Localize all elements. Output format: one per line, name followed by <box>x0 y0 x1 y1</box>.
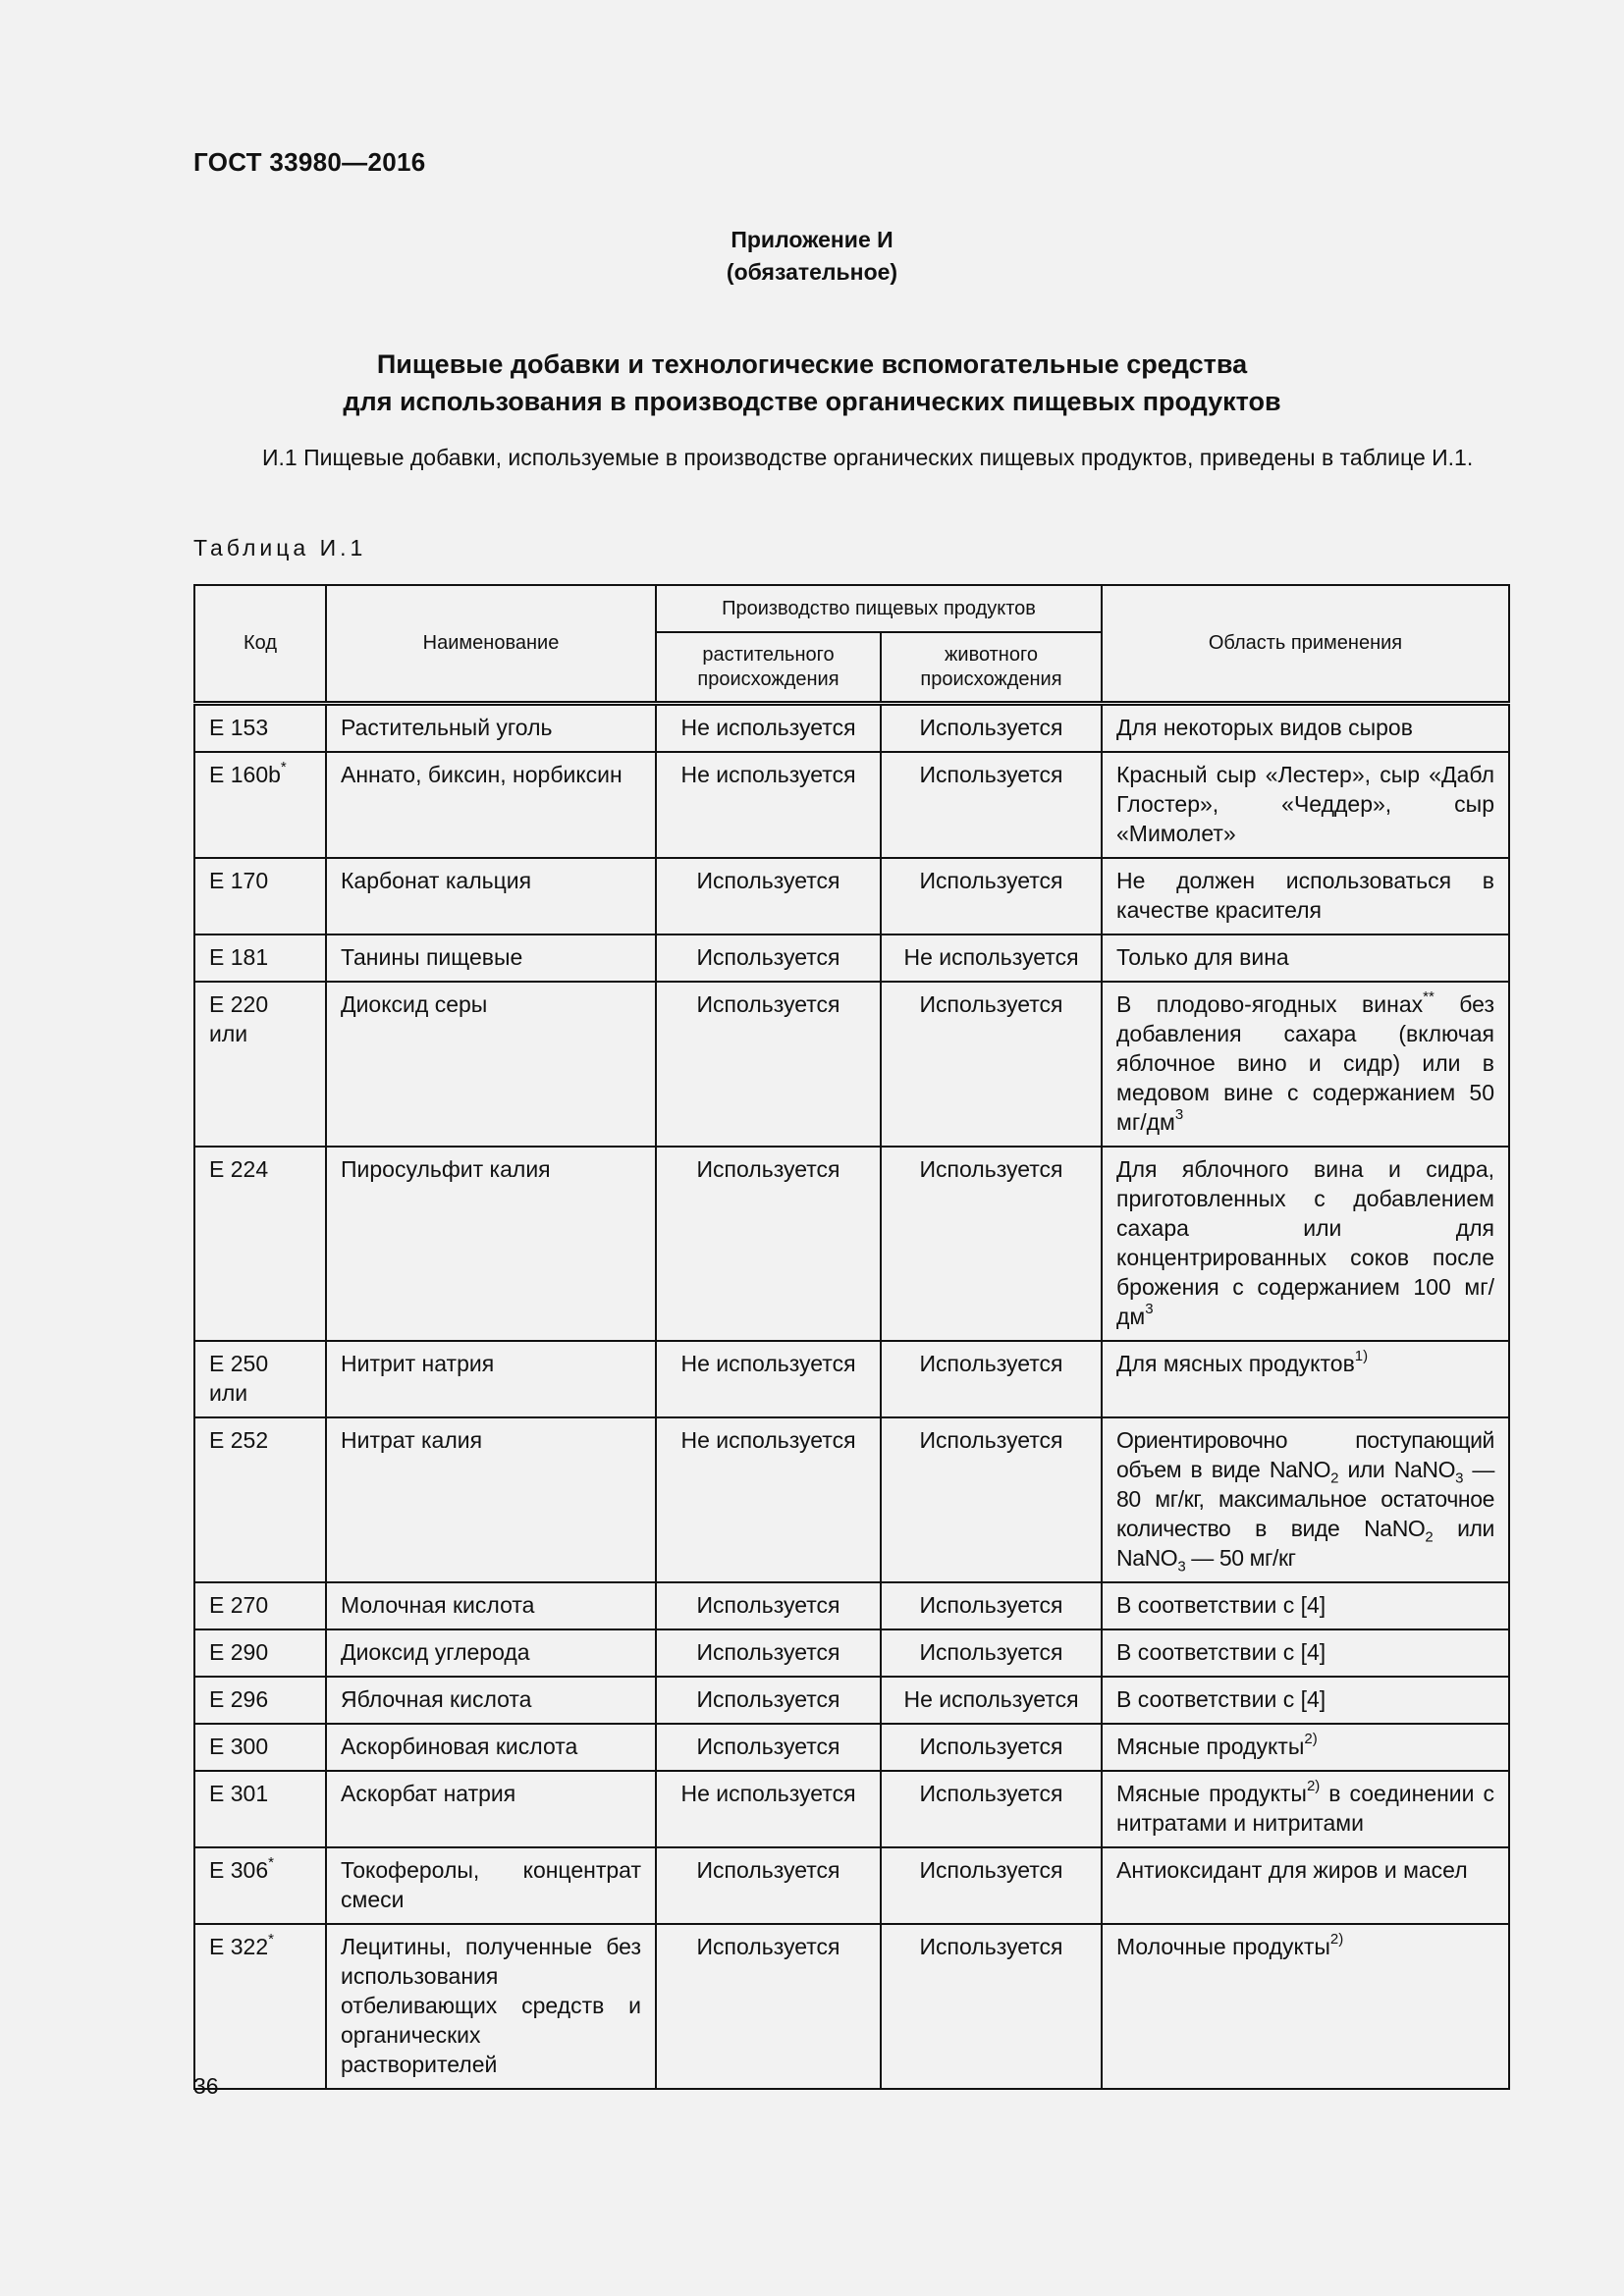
table-row <box>194 1582 1509 1629</box>
cell-name: Аскорбиновая кислота <box>326 1724 656 1771</box>
annex-title-line-1: Пищевые добавки и технологические вспомогательные средства <box>376 349 1248 379</box>
cell-name: Токоферолы, концентрат смеси <box>326 1847 656 1924</box>
cell-code: Е 270 <box>194 1582 326 1629</box>
table-row <box>194 1629 1509 1677</box>
cell-name: Аскорбат натрия <box>326 1771 656 1847</box>
cell-code: Е 306* <box>194 1847 326 1924</box>
cell-area: Красный сыр «Лестер», сыр «Дабл Глостер», «Чеддер», сыр «Мимолет» <box>1102 752 1509 858</box>
annex-label: Приложение И <box>731 227 893 252</box>
cell-code: Е 160b* <box>194 752 326 858</box>
table-row <box>194 1771 1509 1847</box>
header-code: Код <box>194 585 326 704</box>
cell-area: Только для вина <box>1102 934 1509 982</box>
cell-name: Нитрат калия <box>326 1417 656 1582</box>
table-caption: Таблица И.1 <box>193 535 367 561</box>
table-row <box>194 1147 1509 1341</box>
cell-area: Мясные продукты$^{2)}$ в соединении с нитратами и нитритами <box>1102 1771 1509 1847</box>
cell-plant: Используется <box>656 1847 881 1924</box>
table-row <box>194 934 1509 982</box>
cell-name: Аннато, биксин, норбиксин <box>326 752 656 858</box>
cell-plant: Используется <box>656 1147 881 1341</box>
cell-code: Е 322* <box>194 1924 326 2089</box>
cell-plant: Не используется <box>656 1771 881 1847</box>
cell-plant: Не используется <box>656 752 881 858</box>
cell-animal: Используется <box>881 858 1102 934</box>
cell-area: Для мясных продуктов$^{1)}$ <box>1102 1341 1509 1417</box>
cell-code: Е 224 <box>194 1147 326 1341</box>
annex-title-line-2: для использования в производстве органических пищевых продуктов <box>343 387 1281 416</box>
cell-code: Е 170 <box>194 858 326 934</box>
cell-code: Е 290 <box>194 1629 326 1677</box>
table-row <box>194 1924 1509 2089</box>
cell-animal: Используется <box>881 1341 1102 1417</box>
cell-area: Мясные продукты$^{2)}$ <box>1102 1724 1509 1771</box>
cell-animal: Используется <box>881 1847 1102 1924</box>
cell-plant: Используется <box>656 1629 881 1677</box>
cell-plant: Не используется <box>656 1341 881 1417</box>
cell-area: Молочные продукты$^{2)}$ <box>1102 1924 1509 2089</box>
cell-code: Е 300 <box>194 1724 326 1771</box>
cell-animal: Не используется <box>881 1677 1102 1724</box>
additives-table <box>193 584 1510 2090</box>
cell-name: Яблочная кислота <box>326 1677 656 1724</box>
cell-plant: Используется <box>656 982 881 1147</box>
header-name: Наименование <box>326 585 656 704</box>
cell-animal: Не используется <box>881 934 1102 982</box>
header-animal: животного происхождения <box>881 632 1102 704</box>
cell-area: Для некоторых видов сыров <box>1102 704 1509 753</box>
cell-animal: Используется <box>881 1147 1102 1341</box>
cell-code: Е 252 <box>194 1417 326 1582</box>
page-number: 36 <box>193 2073 219 2099</box>
table-row <box>194 752 1509 858</box>
table-row <box>194 1724 1509 1771</box>
cell-area: Антиоксидант для жиров и масел <box>1102 1847 1509 1924</box>
cell-name: Растительный уголь <box>326 704 656 753</box>
table-row <box>194 982 1509 1147</box>
cell-area: Ориентировочно поступающий объем в виде NaNO$_2$ или NaNO$_3$ — 80 мг/кг, максимальное остаточное количество в виде NaNO$_2$ или NaNO$_3$ — 50 мг/кг <box>1102 1417 1509 1582</box>
table-row <box>194 1677 1509 1724</box>
cell-animal: Используется <box>881 752 1102 858</box>
cell-plant: Не используется <box>656 704 881 753</box>
cell-name: Диоксид серы <box>326 982 656 1147</box>
annex-title <box>0 346 1624 420</box>
annex-status: (обязательное) <box>726 259 898 285</box>
cell-area: Не должен использоваться в качестве красителя <box>1102 858 1509 934</box>
table-row <box>194 1417 1509 1582</box>
cell-plant: Используется <box>656 1677 881 1724</box>
intro-paragraph: И.1 Пищевые добавки, используемые в производстве органических пищевых продуктов, приведены в таблице И.1. <box>262 445 1474 470</box>
header-area: Область применения <box>1102 585 1509 704</box>
table-row <box>194 1847 1509 1924</box>
cell-animal: Используется <box>881 1629 1102 1677</box>
cell-animal: Используется <box>881 1582 1102 1629</box>
cell-name: Лецитины, полученные без использования отбеливающих средств и органических растворителей <box>326 1924 656 2089</box>
cell-code: Е 301 <box>194 1771 326 1847</box>
table-row <box>194 704 1509 753</box>
cell-plant: Используется <box>656 858 881 934</box>
cell-animal: Используется <box>881 1924 1102 2089</box>
cell-name: Молочная кислота <box>326 1582 656 1629</box>
cell-code: Е 250 или <box>194 1341 326 1417</box>
cell-plant: Используется <box>656 1582 881 1629</box>
cell-code: Е 181 <box>194 934 326 982</box>
cell-code: Е 296 <box>194 1677 326 1724</box>
cell-plant: Используется <box>656 1724 881 1771</box>
header-production: Производство пищевых продуктов <box>656 585 1102 632</box>
cell-area: В соответствии с [4] <box>1102 1677 1509 1724</box>
cell-animal: Используется <box>881 1724 1102 1771</box>
header-plant: растительного происхождения <box>656 632 881 704</box>
cell-code: Е 220 или <box>194 982 326 1147</box>
cell-area: В плодово-ягодных винах** без добавления сахара (включая яблочное вино и сидр) или в медовом вине с содержанием 50 $мг/дм^3$ <box>1102 982 1509 1147</box>
cell-animal: Используется <box>881 704 1102 753</box>
cell-plant: Используется <box>656 1924 881 2089</box>
table-row <box>194 858 1509 934</box>
cell-area: В соответствии с [4] <box>1102 1629 1509 1677</box>
cell-name: Диоксид углерода <box>326 1629 656 1677</box>
cell-name: Танины пищевые <box>326 934 656 982</box>
table-row <box>194 1341 1509 1417</box>
cell-plant: Не используется <box>656 1417 881 1582</box>
cell-area: Для яблочного вина и сидра, приготовленных с добавлением сахара или для концентрированных соков после брожения с содержанием 100 $мг/дм^3$ <box>1102 1147 1509 1341</box>
document-id: ГОСТ 33980—2016 <box>193 147 426 177</box>
cell-name: Пиросульфит калия <box>326 1147 656 1341</box>
cell-name: Нитрит натрия <box>326 1341 656 1417</box>
cell-plant: Используется <box>656 934 881 982</box>
cell-animal: Используется <box>881 982 1102 1147</box>
cell-animal: Используется <box>881 1771 1102 1847</box>
cell-code: Е 153 <box>194 704 326 753</box>
annex-heading <box>0 224 1624 289</box>
cell-area: В соответствии с [4] <box>1102 1582 1509 1629</box>
cell-animal: Используется <box>881 1417 1102 1582</box>
cell-name: Карбонат кальция <box>326 858 656 934</box>
